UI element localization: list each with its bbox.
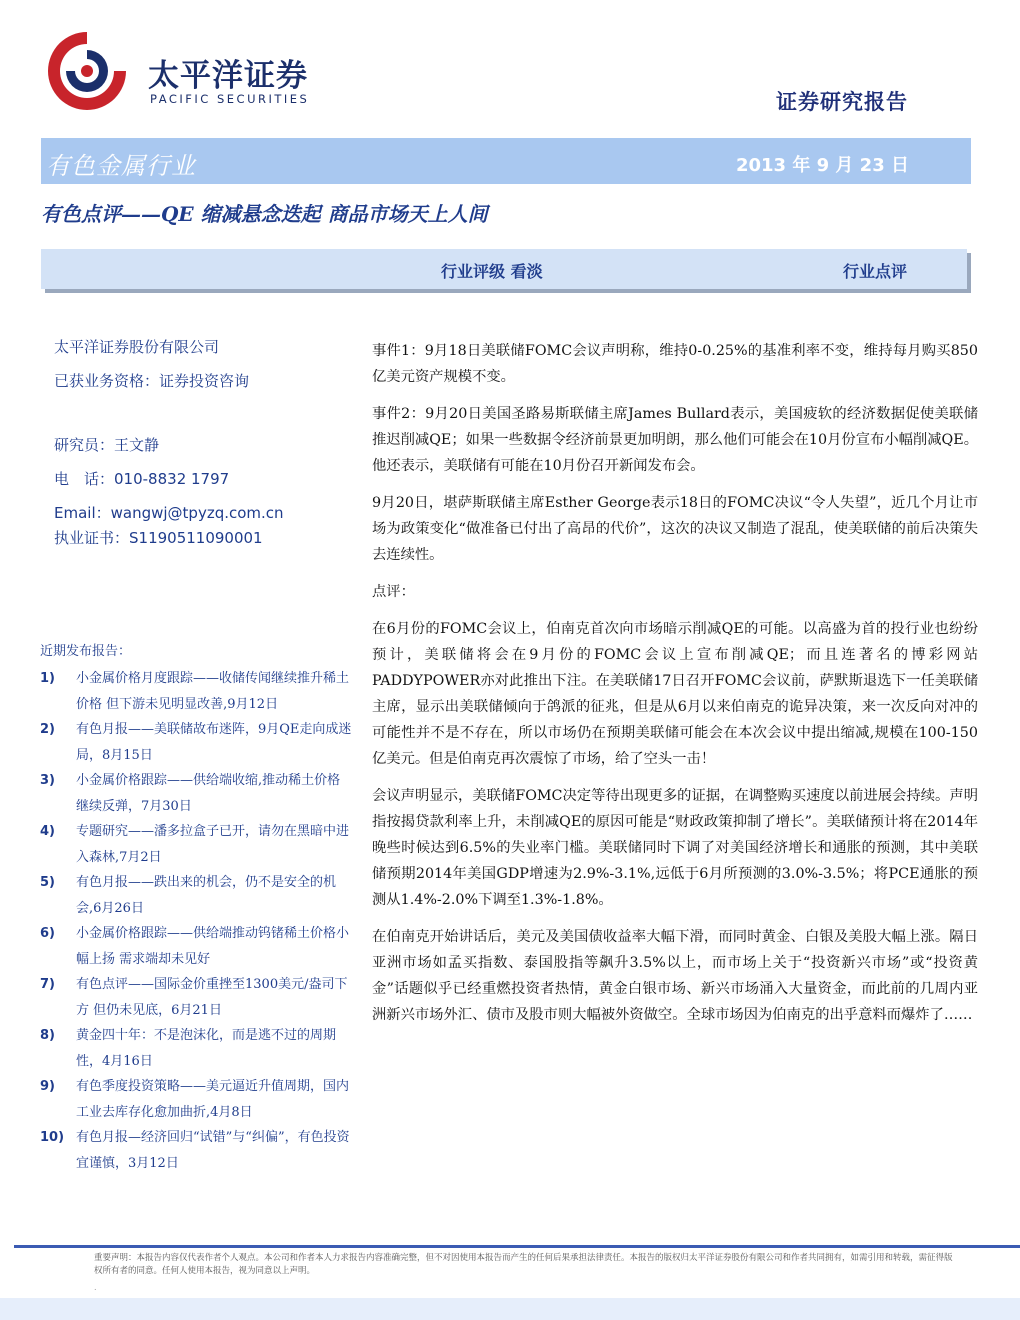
industry-name: 有色金属行业 [46,152,196,180]
license-label: 执业证书： [54,529,130,547]
company-logo [44,28,310,118]
recent-report-item[interactable]: 10) 有色月报—经济回归“试错”与“纠偏”，有色投资宜谨慎，3月12日 [40,1130,350,1171]
firm-name: 太平洋证券股份有限公司 [54,338,220,356]
email-row [54,502,284,523]
email-label: Email： [54,504,111,522]
disclaimer: 重要声明：本报告内容仅代表作者个人观点。本公司和作者本人力求报告内容准确完整，但不对因使用本报告而产生的任何后果承担法律责任。本报告的版权归太平洋证券股份有限公司和作者共同拥有，如需引用和转载，需征得版权所有者的同意。任何人使用本报告，视为同意以上声明。 [94,1253,953,1276]
report-date: 2013 年 9 月 23 日 [735,155,909,176]
rating-banner [41,249,967,289]
event-2-paragraph: 事件2：9月20日美国圣路易斯联储主席James Bullard表示，美国疲软的经济数据促使美联储推迟削减QE；如果一些数据令经济前景更加明朗，那么他们可能会在10月份宣布小幅削减QE。他还表示，美联储有可能在10月份召开新闻发布会。 [372,406,978,474]
report-kind: 行业点评 [842,262,907,281]
commentary-paragraph-2: 会议声明显示，美联储FOMC决定等待出现更多的证据，在调整购买速度以前进展会持续。声明指按揭贷款利率上升，未削减QE的原因可能是“财政政策抑制了增长”。美联储预计将在2014年晚些时候达到6.5%的失业率门槛。美联储同时下调了对美国经济增长和通胀的预测，其中美联储预期2014年美国GDP增速为2.9%-3.1%,远低于6月所预测的3.0%-3.5%；将PCE通胀的预测从1.4%-2.0%下调至1.3%-1.8%。 [372,788,978,908]
phone-row [54,468,229,489]
recent-reports-title: 近期发布报告： [40,644,132,659]
george-paragraph: 9月20日，堪萨斯联储主席Esther George表示18日的FOMC决议“令人失望”，近几个月让市场为政策变化“做准备已付出了高昂的代价”，这次的决议又制造了混乱，使美联储的前后决策失去连续性。 [372,495,978,563]
commentary-paragraph-3: 在伯南克开始讲话后，美元及美国债收益率大幅下滑，而同时黄金、白银及美股大幅上涨。隔日亚洲市场如孟买指数、泰国股指等飙升3.5%以上，而市场上关于“投资新兴市场”或“投资黄金”话题似乎已经重燃投资者热情，黄金白银市场、新兴市场涌入大量资金，而此前的几周内亚洲新兴市场外汇、债市及股市则大幅被外资做空。全球市场因为伯南克的出乎意料而爆炸了…… [372,929,978,1023]
license-row [54,527,263,548]
recent-report-item[interactable]: 7) 有色点评——国际金价重挫至1300美元/盎司下方 但仍未见底，6月21日 [40,977,348,1018]
phone-label: 电 话： [54,470,115,488]
recent-reports-list [40,666,352,1176]
recent-report-item[interactable]: 2) 有色月报——美联储故布迷阵，9月QE走向成迷局，8月15日 [40,722,352,763]
document-type: 证券研究报告 [776,89,908,114]
commentary-heading: 点评： [372,584,415,600]
recent-report-item[interactable]: 3) 小金属价格跟踪——供给端收缩,推动稀土价格继续反弹，7月30日 [40,773,341,814]
event-1-paragraph: 事件1：9月18日美联储FOMC会议声明称，维持0-0.25%的基准利率不变，维持每月购买850亿美元资产规模不变。 [372,343,978,385]
recent-report-item[interactable]: 6) 小金属价格跟踪——供给端推动钨锗稀土价格小幅上扬 需求端却未见好 [40,926,350,967]
email-link[interactable]: wangwj@tpyzq.com.cn [110,504,284,522]
qualification: 已获业务资格：证券投资咨询 [54,372,250,390]
recent-report-item[interactable]: 8) 黄金四十年：不是泡沫化，而是逃不过的周期性，4月16日 [40,1028,337,1069]
footer-mark: . [94,1283,97,1292]
recent-report-item[interactable]: 9) 有色季度投资策略——美元逼近升值周期，国内工业去库存化愈加曲折,4月8日 [40,1079,350,1120]
recent-report-item[interactable]: 4) 专题研究——潘多拉盒子已开，请勿在黑暗中进入森林,7月2日 [40,824,350,865]
footer-divider [14,1245,1020,1248]
company-name-cn: 太平洋证券 [148,58,308,94]
phone-number: 010-8832 1797 [114,470,230,488]
license-number: S1190511090001 [129,529,263,547]
industry-rating: 行业评级 看淡 [441,262,543,281]
recent-report-item[interactable]: 5) 有色月报——跌出来的机会，仍不是安全的机会,6月26日 [40,875,337,916]
report-body [372,338,978,1039]
footer-band [0,1298,1020,1320]
pacific-securities-logo-icon [44,28,130,114]
company-name-en: PACIFIC SECURITIES [150,92,310,106]
analyst-name: 研究员：王文静 [54,436,160,454]
report-title: 有色点评——QE 缩减悬念迭起 商品市场天上人间 [41,202,488,226]
industry-banner [41,138,971,184]
recent-report-item[interactable]: 1) 小金属价格月度跟踪——收储传闻继续推升稀土价格 但下游未见明显改善,9月12日 [40,671,350,712]
commentary-paragraph-1: 在6月份的FOMC会议上，伯南克首次向市场暗示削减QE的可能。以高盛为首的投行业也纷纷预计，美联储将会在9月份的FOMC会议上宣布削减QE；而且连著名的博彩网站PADDYPOWER亦对此推出下注。在美联储17日召开FOMC会议前，萨默斯退选下一任美联储主席，显示出美联储倾向于鸽派的征兆，但是从6月以来伯南克的诡异决策，来一次反向对冲的可能性并不是不存在，所以市场仍在预期美联储可能会在本次会议中提出缩减,规模在100-150亿美元。但是伯南克再次震惊了市场，给了空头一击！ [372,621,978,767]
